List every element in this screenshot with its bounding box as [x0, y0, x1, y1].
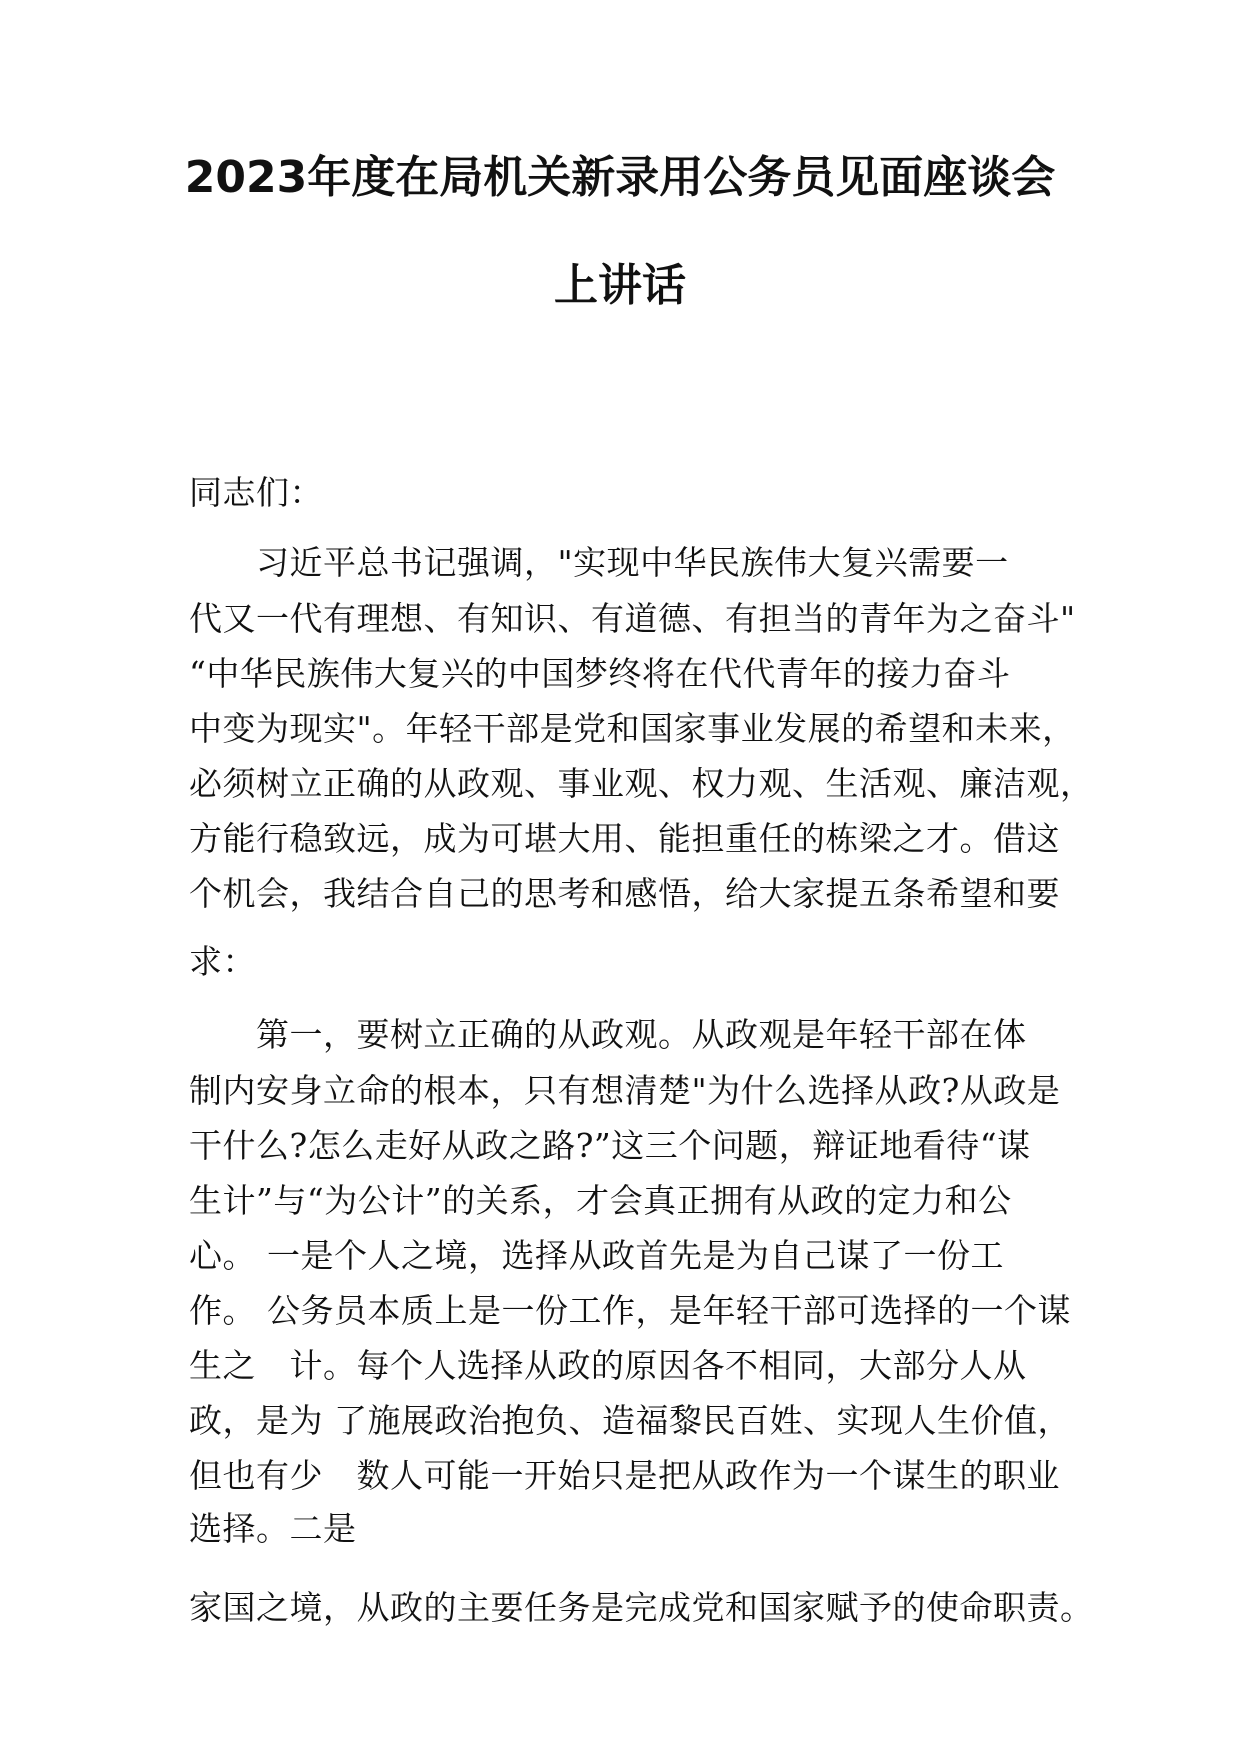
- body-line-18: 选择。二是: [189, 1509, 357, 1548]
- body-line-10: 制内安身立命的根本，只有想清楚"为什么选择从政?从政是: [189, 1071, 1061, 1110]
- body-line-4: 中变为现实"。年轻干部是党和国家事业发展的希望和未来，: [189, 709, 1076, 748]
- body-line-6: 方能行稳致远，成为可堪大用、能担重任的栋梁之才。借这: [189, 819, 1060, 858]
- body-line-2: 代又一代有理想、有知识、有道德、有担当的青年为之奋斗": [189, 599, 1076, 638]
- body-line-8: 求：: [189, 942, 256, 981]
- body-line-19: 家国之境，从政的主要任务是完成党和国家赋予的使命职责。: [189, 1588, 1094, 1627]
- body-line-13: 心。 一是个人之境，选择从政首先是为自己谋了一份工: [189, 1236, 1004, 1275]
- body-line-12: 生计”与“为公计”的关系，才会真正拥有从政的定力和公: [189, 1181, 1012, 1220]
- body-line-11: 干什么?怎么走好从政之路?”这三个问题，辩证地看待“谋: [189, 1126, 1031, 1165]
- body-line-17: 但也有少 数人可能一开始只是把从政作为一个谋生的职业: [189, 1456, 1060, 1495]
- body-line-9: 第一，要树立正确的从政观。从政观是年轻干部在体: [189, 1015, 1027, 1054]
- body-line-16: 政，是为 了施展政治抱负、造福黎民百姓、实现人生价值，: [189, 1401, 1071, 1440]
- body-line-14: 作。 公务员本质上是一份工作，是年轻干部可选择的一个谋: [189, 1291, 1071, 1330]
- salutation: 同志们：: [189, 473, 323, 512]
- body-line-1: 习近平总书记强调，"实现中华民族伟大复兴需要一: [189, 543, 1009, 582]
- document-title-line-1: 2023年度在局机关新录用公务员见面座谈会: [184, 152, 1056, 203]
- body-line-7: 个机会，我结合自己的思考和感悟，给大家提五条希望和要: [189, 874, 1060, 913]
- body-line-15: 生之 计。每个人选择从政的原因各不相同，大部分人从: [189, 1346, 1027, 1385]
- body-line-5: 必须树立正确的从政观、事业观、权力观、生活观、廉洁观，: [189, 764, 1094, 803]
- body-line-3: “中华民族伟大复兴的中国梦终将在代代青年的接力奋斗: [189, 654, 1011, 693]
- document-title-line-2: 上讲话: [554, 260, 686, 311]
